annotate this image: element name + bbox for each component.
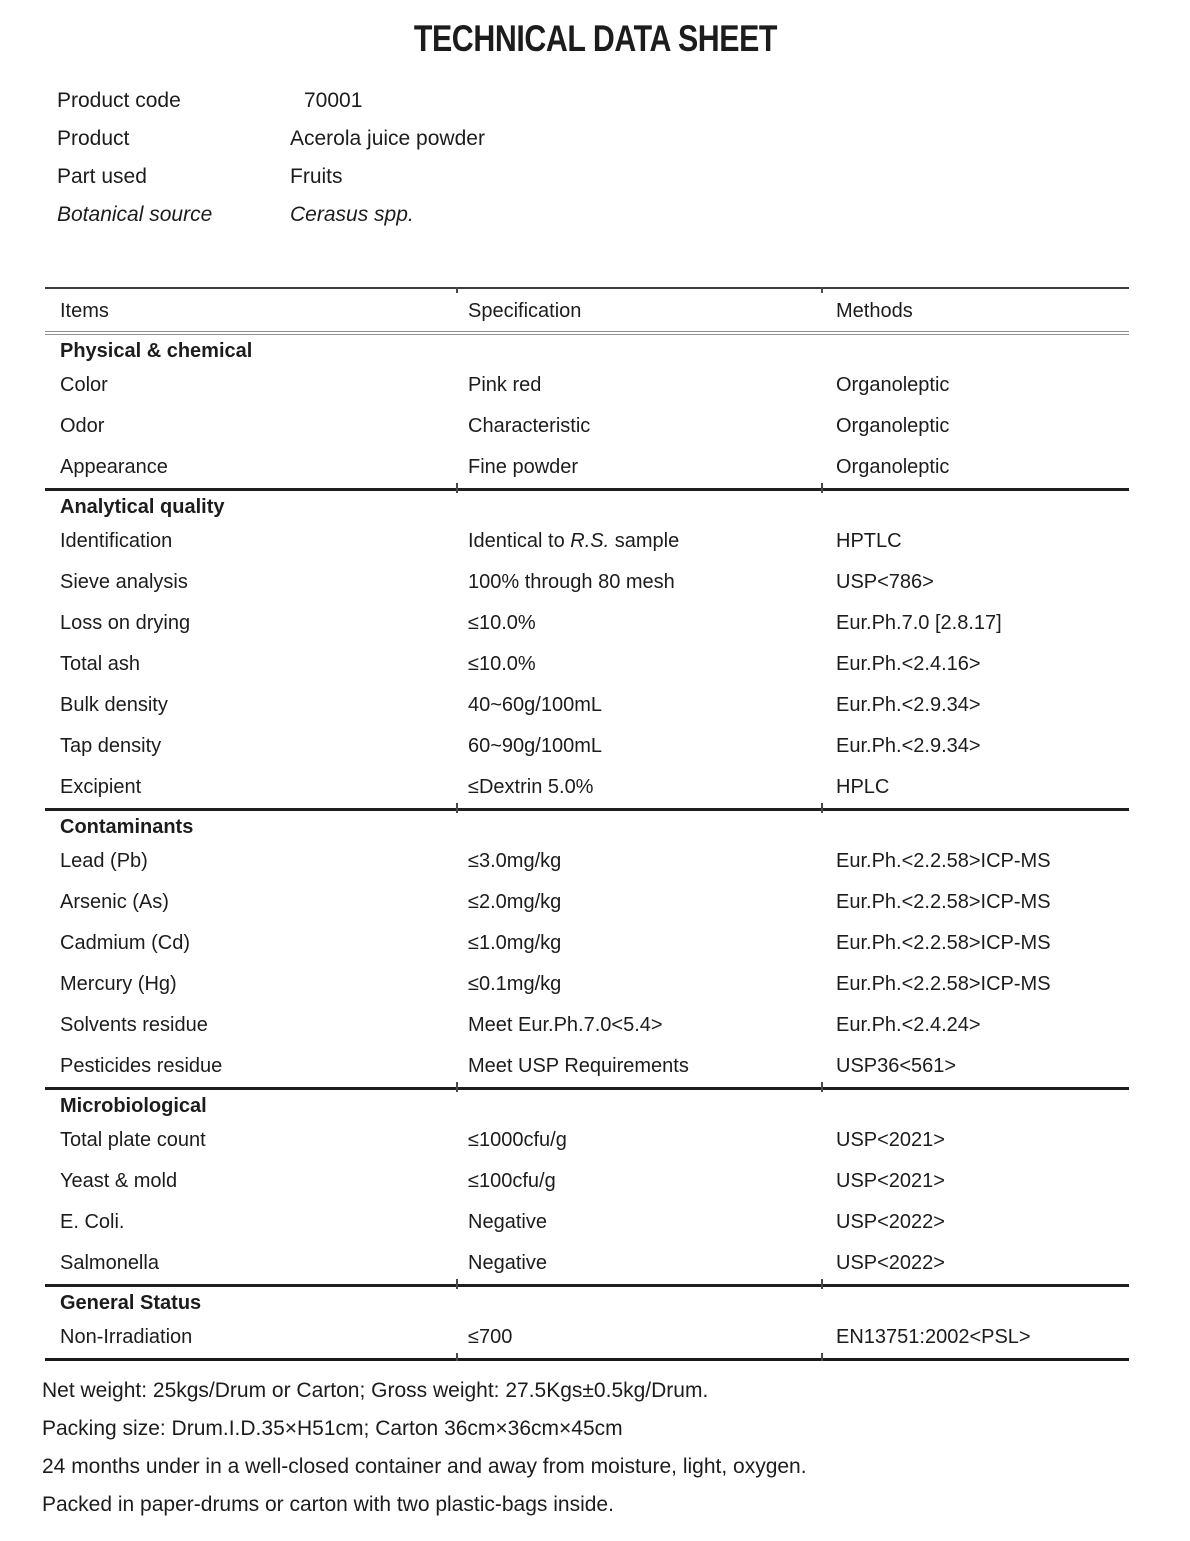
table-row-cadmium bbox=[45, 923, 1129, 964]
empty-cell bbox=[822, 333, 1129, 365]
item-cell: Pesticides residue bbox=[60, 1055, 223, 1077]
method-cell: USP<2022> bbox=[836, 1252, 945, 1274]
item-cell: Yeast & mold bbox=[60, 1170, 178, 1192]
storage-note: 24 months under in a well-closed container and away from moisture, light, oxygen. bbox=[42, 1455, 807, 1478]
spec-cell: 60~90g/100mL bbox=[468, 735, 603, 757]
table-row-e-coli bbox=[45, 1202, 1129, 1243]
packing-notes bbox=[42, 1372, 807, 1524]
spec-cell: ≤Dextrin 5.0% bbox=[468, 776, 594, 798]
item-cell: Color bbox=[60, 374, 108, 396]
spec-cell: Negative bbox=[468, 1252, 547, 1274]
spec-cell: Fine powder bbox=[468, 456, 579, 478]
packed-in-note: Packed in paper-drums or carton with two plastic-bags inside. bbox=[42, 1493, 614, 1516]
method-cell: Organoleptic bbox=[836, 374, 950, 396]
product-code-label: Product code bbox=[57, 89, 181, 112]
spec-cell: 40~60g/100mL bbox=[468, 694, 603, 716]
section-row-microbiological bbox=[45, 1089, 1129, 1121]
method-cell: Eur.Ph.<2.2.58>ICP-MS bbox=[836, 932, 1051, 954]
method-cell: USP<786> bbox=[836, 571, 934, 593]
product-label: Product bbox=[57, 127, 130, 150]
table-row-total-plate-count bbox=[45, 1120, 1129, 1161]
method-cell: Eur.Ph.<2.2.58>ICP-MS bbox=[836, 850, 1051, 872]
method-cell: Eur.Ph.<2.2.58>ICP-MS bbox=[836, 973, 1051, 995]
method-cell: Eur.Ph.<2.9.34> bbox=[836, 694, 981, 716]
item-cell: Odor bbox=[60, 415, 105, 437]
table-row-bulk-density bbox=[45, 685, 1129, 726]
section-row-general-status bbox=[45, 1286, 1129, 1318]
method-cell: Eur.Ph.<2.2.58>ICP-MS bbox=[836, 891, 1051, 913]
item-cell: E. Coli. bbox=[60, 1211, 125, 1233]
table-row-pesticides-residue bbox=[45, 1046, 1129, 1089]
spec-cell: Pink red bbox=[468, 374, 542, 396]
spec-cell: ≤0.1mg/kg bbox=[468, 973, 562, 995]
product-code-row bbox=[57, 89, 485, 113]
item-cell: Appearance bbox=[60, 456, 168, 478]
item-cell: Non-Irradiation bbox=[60, 1326, 193, 1348]
empty-cell bbox=[457, 333, 822, 365]
product-info-block bbox=[57, 89, 485, 241]
section-row-analytical-quality bbox=[45, 490, 1129, 522]
item-cell: Salmonella bbox=[60, 1252, 159, 1274]
spec-cell: Negative bbox=[468, 1211, 547, 1233]
section-name: General Status bbox=[45, 1286, 457, 1318]
spec-cell: ≤10.0% bbox=[468, 653, 536, 675]
spec-cell: ≤3.0mg/kg bbox=[468, 850, 562, 872]
method-cell: USP<2021> bbox=[836, 1170, 945, 1192]
spec-cell: ≤1000cfu/g bbox=[468, 1129, 567, 1151]
empty-cell bbox=[822, 490, 1129, 522]
section-row-physical-chemical bbox=[45, 333, 1129, 365]
spec-text-italic: R.S. bbox=[570, 530, 610, 552]
table-row-non-irradiation bbox=[45, 1317, 1129, 1360]
table-row-mercury bbox=[45, 964, 1129, 1005]
table-row-yeast-mold bbox=[45, 1161, 1129, 1202]
empty-cell bbox=[457, 490, 822, 522]
item-cell: Tap density bbox=[60, 735, 162, 757]
product-code-value: 70001 bbox=[304, 89, 363, 112]
item-cell: Cadmium (Cd) bbox=[60, 932, 191, 954]
table-row-identification bbox=[45, 521, 1129, 562]
empty-cell bbox=[822, 1286, 1129, 1318]
table-row-total-ash bbox=[45, 644, 1129, 685]
table-row-excipient bbox=[45, 767, 1129, 810]
part-used-row bbox=[57, 165, 485, 189]
item-cell: Total ash bbox=[60, 653, 141, 675]
spec-cell: ≤700 bbox=[457, 1317, 822, 1360]
item-cell: Loss on drying bbox=[60, 612, 191, 634]
method-cell: USP<2022> bbox=[836, 1211, 945, 1233]
page-title bbox=[0, 18, 1190, 60]
specification-table bbox=[45, 287, 1129, 1361]
item-cell: Mercury (Hg) bbox=[60, 973, 177, 995]
table-row-salmonella bbox=[45, 1243, 1129, 1286]
table-row-sieve-analysis bbox=[45, 562, 1129, 603]
product-row bbox=[57, 127, 485, 151]
table-row-solvents-residue bbox=[45, 1005, 1129, 1046]
page-title-text: TECHNICAL DATA SHEET bbox=[413, 18, 777, 59]
column-header-specification: Specification bbox=[457, 288, 822, 333]
item-cell: Lead (Pb) bbox=[60, 850, 148, 872]
product-value: Acerola juice powder bbox=[290, 127, 485, 150]
method-cell: Eur.Ph.7.0 [2.8.17] bbox=[836, 612, 1002, 634]
table-header-row bbox=[45, 288, 1129, 333]
item-cell: Bulk density bbox=[60, 694, 168, 716]
spec-cell: ≤100cfu/g bbox=[468, 1170, 556, 1192]
section-name: Physical & chemical bbox=[60, 340, 253, 362]
spec-cell: 100% through 80 mesh bbox=[468, 571, 675, 593]
table-row-arsenic bbox=[45, 882, 1129, 923]
botanical-source-row bbox=[57, 203, 485, 227]
part-used-value: Fruits bbox=[290, 165, 343, 188]
item-cell: Arsenic (As) bbox=[60, 891, 169, 913]
empty-cell bbox=[457, 1286, 822, 1318]
table-row-lead bbox=[45, 841, 1129, 882]
empty-cell bbox=[457, 810, 822, 842]
spec-cell: Meet Eur.Ph.7.0<5.4> bbox=[468, 1014, 663, 1036]
table-row-loss-on-drying bbox=[45, 603, 1129, 644]
botanical-source-value: Cerasus spp. bbox=[290, 203, 414, 226]
packing-size-note: Packing size: Drum.I.D.35×H51cm; Carton 36cm×36cm×45cm bbox=[42, 1417, 623, 1440]
spec-cell bbox=[457, 521, 822, 562]
botanical-source-label: Botanical source bbox=[57, 203, 213, 226]
item-cell: Excipient bbox=[60, 776, 142, 798]
spec-cell: Meet USP Requirements bbox=[468, 1055, 689, 1077]
item-cell: Solvents residue bbox=[60, 1014, 208, 1036]
method-cell: Organoleptic bbox=[836, 415, 950, 437]
spec-cell: Characteristic bbox=[468, 415, 591, 437]
table-row-odor bbox=[45, 406, 1129, 447]
spec-text: Identical to bbox=[468, 530, 571, 552]
method-cell: USP36<561> bbox=[836, 1055, 957, 1077]
column-header-methods: Methods bbox=[822, 288, 1129, 333]
item-cell: Total plate count bbox=[60, 1129, 206, 1151]
spec-cell: ≤10.0% bbox=[468, 612, 536, 634]
spec-text: sample bbox=[609, 530, 680, 552]
section-row-contaminants bbox=[45, 810, 1129, 842]
method-cell: USP<2021> bbox=[836, 1129, 945, 1151]
method-cell: HPLC bbox=[836, 776, 890, 798]
net-weight-note: Net weight: 25kgs/Drum or Carton; Gross weight: 27.5Kgs±0.5kg/Drum. bbox=[42, 1379, 709, 1402]
spec-cell: ≤2.0mg/kg bbox=[468, 891, 562, 913]
table-row-tap-density bbox=[45, 726, 1129, 767]
method-cell: EN13751:2002<PSL> bbox=[822, 1317, 1129, 1360]
method-cell: Eur.Ph.<2.4.24> bbox=[836, 1014, 981, 1036]
method-cell: HPTLC bbox=[836, 530, 902, 552]
method-cell: Eur.Ph.<2.9.34> bbox=[836, 735, 981, 757]
method-cell: Eur.Ph.<2.4.16> bbox=[836, 653, 981, 675]
empty-cell bbox=[822, 810, 1129, 842]
method-cell: Organoleptic bbox=[836, 456, 950, 478]
section-name: Microbiological bbox=[45, 1089, 457, 1121]
column-header-items: Items bbox=[45, 288, 457, 333]
item-cell: Sieve analysis bbox=[60, 571, 188, 593]
table-row-appearance bbox=[45, 447, 1129, 490]
empty-cell bbox=[822, 1089, 1129, 1121]
part-used-label: Part used bbox=[57, 165, 147, 188]
table-row-color bbox=[45, 365, 1129, 406]
item-cell: Identification bbox=[60, 530, 173, 552]
section-name: Analytical quality bbox=[45, 490, 457, 522]
spec-cell: ≤1.0mg/kg bbox=[468, 932, 562, 954]
empty-cell bbox=[457, 1089, 822, 1121]
section-name: Contaminants bbox=[45, 810, 457, 842]
